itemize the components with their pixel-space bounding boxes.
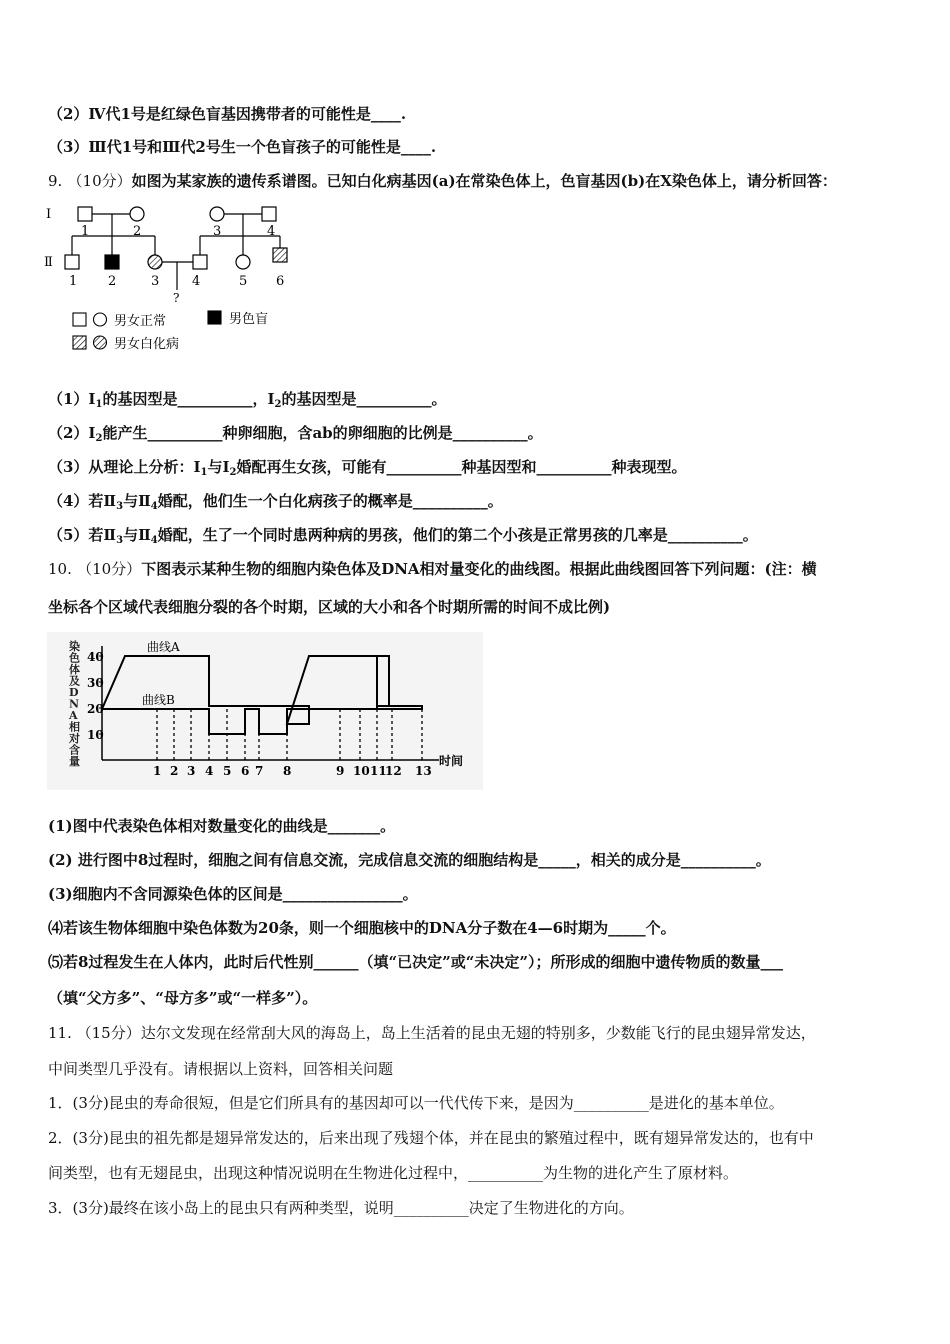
label-I4: 4 xyxy=(267,224,276,239)
legend-normal-label: 男女正常 xyxy=(114,314,167,329)
curve-b-label: 曲线B xyxy=(142,693,175,707)
x-tick-label: 5 xyxy=(223,764,232,778)
legend-albino-label: 男女白化病 xyxy=(114,337,180,352)
q11-sub2-line2: 间类型，也有无翅昆虫，出现这种情况说明在生物进化过程中，__________为生物的进化产生了原材料。 xyxy=(48,1164,739,1182)
q10-sub5-cont: （填“父方多”、“母方多”或“一样多”）。 xyxy=(48,989,318,1007)
q10-stem-line1: 10. （10分）下图表示某种生物的细胞内染色体及DNA相对量变化的曲线图。根据此曲线图回答下列问题：(注：横 xyxy=(48,560,817,578)
x-tick-label: 10 xyxy=(353,764,370,778)
label-II5: 5 xyxy=(239,274,248,289)
x-tick-label: 12 xyxy=(385,764,402,778)
y-tick-label: 30 xyxy=(87,676,104,690)
y-tick-label: 20 xyxy=(87,702,104,716)
label-unknown-child: ? xyxy=(173,291,180,305)
q9-stem xyxy=(48,171,837,191)
label-I3: 3 xyxy=(213,224,222,239)
q9-sub3: （3）从理论上分析：$Ⅰ_1$与$Ⅰ_2$婚配再生女孩，可能有__________种基因型和__________种表现型。 xyxy=(48,458,687,478)
x-tick-label: 7 xyxy=(255,764,264,778)
q9-number: 9. xyxy=(48,172,63,190)
label-I2: 2 xyxy=(133,224,142,239)
label-II6: 6 xyxy=(276,274,285,289)
x-tick-label: 11 xyxy=(370,764,387,778)
y-axis-label-char: 对 xyxy=(69,732,80,745)
y-axis-label-char: A xyxy=(69,709,78,722)
q10-sub4: ⑷若该生物体细胞中染色体数为20条，则一个细胞核中的DNA分子数在4—6时期为_____个。 xyxy=(48,919,676,937)
q9-stem-text: 如图为某家族的遗传系谱图。已知白化病基因(a)在常染色体上，色盲基因(b)在X染色体上，请分析回答： xyxy=(131,172,837,190)
label-II2: 2 xyxy=(108,274,117,289)
x-tick-label: 9 xyxy=(336,764,345,778)
q11-stem-line2: 中间类型几乎没有。请根据以上资料，回答相关问题 xyxy=(48,1060,394,1078)
y-axis-label-char: 及 xyxy=(69,674,80,688)
q8-part3: （3）Ⅲ代1号和Ⅲ代2号生一个色盲孩子的可能性是____. xyxy=(48,138,437,156)
legend-female-normal-icon xyxy=(94,313,107,326)
legend-colorblind-male-icon xyxy=(208,311,221,324)
label-I1: 1 xyxy=(81,224,90,239)
x-tick-label: 3 xyxy=(187,764,196,778)
q9-score: （10分） xyxy=(67,172,132,190)
generation-I-label: Ⅰ xyxy=(46,207,52,222)
q11-sub3: 3．(3分)最终在该小岛上的昆虫只有两种类型，说明__________决定了生物进化的方向。 xyxy=(48,1199,634,1217)
q10-score: （10分） xyxy=(77,560,142,578)
pedigree-chart xyxy=(40,198,310,363)
y-axis-label-char: N xyxy=(69,697,80,711)
pedigree-II2-male-colorblind xyxy=(105,255,119,269)
q8-part2: （2）Ⅳ代1号是红绿色盲基因携带者的可能性是____. xyxy=(48,105,407,123)
x-tick-label: 13 xyxy=(415,764,432,778)
pedigree-I1-male-normal xyxy=(78,207,92,221)
x-tick-label: 8 xyxy=(283,764,292,778)
q10-number: 10. xyxy=(48,560,72,578)
legend-albino-male-icon xyxy=(73,336,86,349)
q10-sub5: ⑸若8过程发生在人体内，此时后代性别______（填“已决定”或“未决定”）；所形成的细胞中遗传物质的数量___ xyxy=(48,953,783,971)
x-tick-label: 6 xyxy=(241,764,250,778)
pedigree-I3-female-normal xyxy=(210,207,224,221)
y-axis-label-char: 含 xyxy=(69,743,80,757)
chromosome-dna-chart xyxy=(47,632,483,790)
q9-sub1: $(1)Ⅰ_1$的基因型是__________，$Ⅰ_2$的基因型是__________。 xyxy=(48,390,447,410)
y-tick-label: 10 xyxy=(87,728,104,742)
pedigree-II1-male-normal xyxy=(65,255,79,269)
label-II1: 1 xyxy=(69,274,78,289)
label-II3: 3 xyxy=(151,274,160,289)
x-axis-label: 时间 xyxy=(439,754,464,768)
q11-stem-line1: 11. （15分）达尔文发现在经常刮大风的海岛上，岛上生活着的昆虫无翅的特别多，少数能飞行的昆虫翅异常发达， xyxy=(48,1024,816,1042)
generation-II-label: Ⅱ xyxy=(44,255,53,270)
q9-sub2: $(2)Ⅰ_2$能产生__________种卵细胞，含ab的卵细胞的比例是__________。 xyxy=(48,424,543,444)
x-tick-label: 1 xyxy=(153,764,162,778)
q11-sub1: 1．(3分)昆虫的寿命很短，但是它们所具有的基因却可以一代代传下来，是因为__________是进化的基本单位。 xyxy=(48,1094,784,1112)
pedigree-II5-female-normal xyxy=(236,255,250,269)
q9-sub4: （4）若$Ⅱ_3$与$Ⅱ_4$婚配，他们生一个白化病孩子的概率是__________。 xyxy=(48,492,503,512)
legend-colorblind-label: 男色盲 xyxy=(229,312,269,327)
y-axis-label-char: 体 xyxy=(69,663,80,676)
q10-sub3: (3)细胞内不含同源染色体的区间是________________。 xyxy=(48,885,418,903)
pedigree-II3-female-albino xyxy=(148,255,162,269)
label-II4: 4 xyxy=(192,274,201,289)
y-tick-label: 40 xyxy=(87,650,104,664)
x-tick-label: 2 xyxy=(170,764,179,778)
y-axis-label-char: 量 xyxy=(69,755,80,768)
y-axis-label-char: D xyxy=(69,686,79,699)
legend-male-normal-icon xyxy=(73,313,86,326)
q9-sub5: （5）若$Ⅱ_3$与$Ⅱ_4$婚配，生了一个同时患两种病的男孩，他们的第二个小孩是正常男孩的几率是__________。 xyxy=(48,526,758,546)
q11-sub2-line1: 2．(3分)昆虫的祖先都是翅异常发达的，后来出现了残翅个体，并在昆虫的繁殖过程中，既有翅异常发达的，也有中 xyxy=(48,1129,814,1147)
pedigree-II6-male-albino xyxy=(273,248,287,262)
y-axis-label-char: 相 xyxy=(69,720,80,734)
legend-albino-female-icon xyxy=(94,336,107,349)
q10-sub2: (2) 进行图中8过程时，细胞之间有信息交流，完成信息交流的细胞结构是_____，相关的成分是__________。 xyxy=(48,851,771,869)
pedigree-I2-female-normal xyxy=(130,207,144,221)
y-axis-label-char: 染 xyxy=(69,640,80,653)
curve-a-label: 曲线A xyxy=(147,640,180,654)
q10-sub1: (1)图中代表染色体相对数量变化的曲线是_______。 xyxy=(48,817,396,835)
x-tick-label: 4 xyxy=(205,764,214,778)
pedigree-II4-male-normal xyxy=(193,255,207,269)
q11-score: （15分） xyxy=(76,1024,141,1042)
q10-stem-line2: 坐标各个区域代表细胞分裂的各个时期，区域的大小和各个时期所需的时间不成比例) xyxy=(48,598,611,616)
q11-number: 11. xyxy=(48,1024,72,1042)
y-axis-label-char: 色 xyxy=(69,651,80,665)
pedigree-I4-male-normal xyxy=(262,207,276,221)
